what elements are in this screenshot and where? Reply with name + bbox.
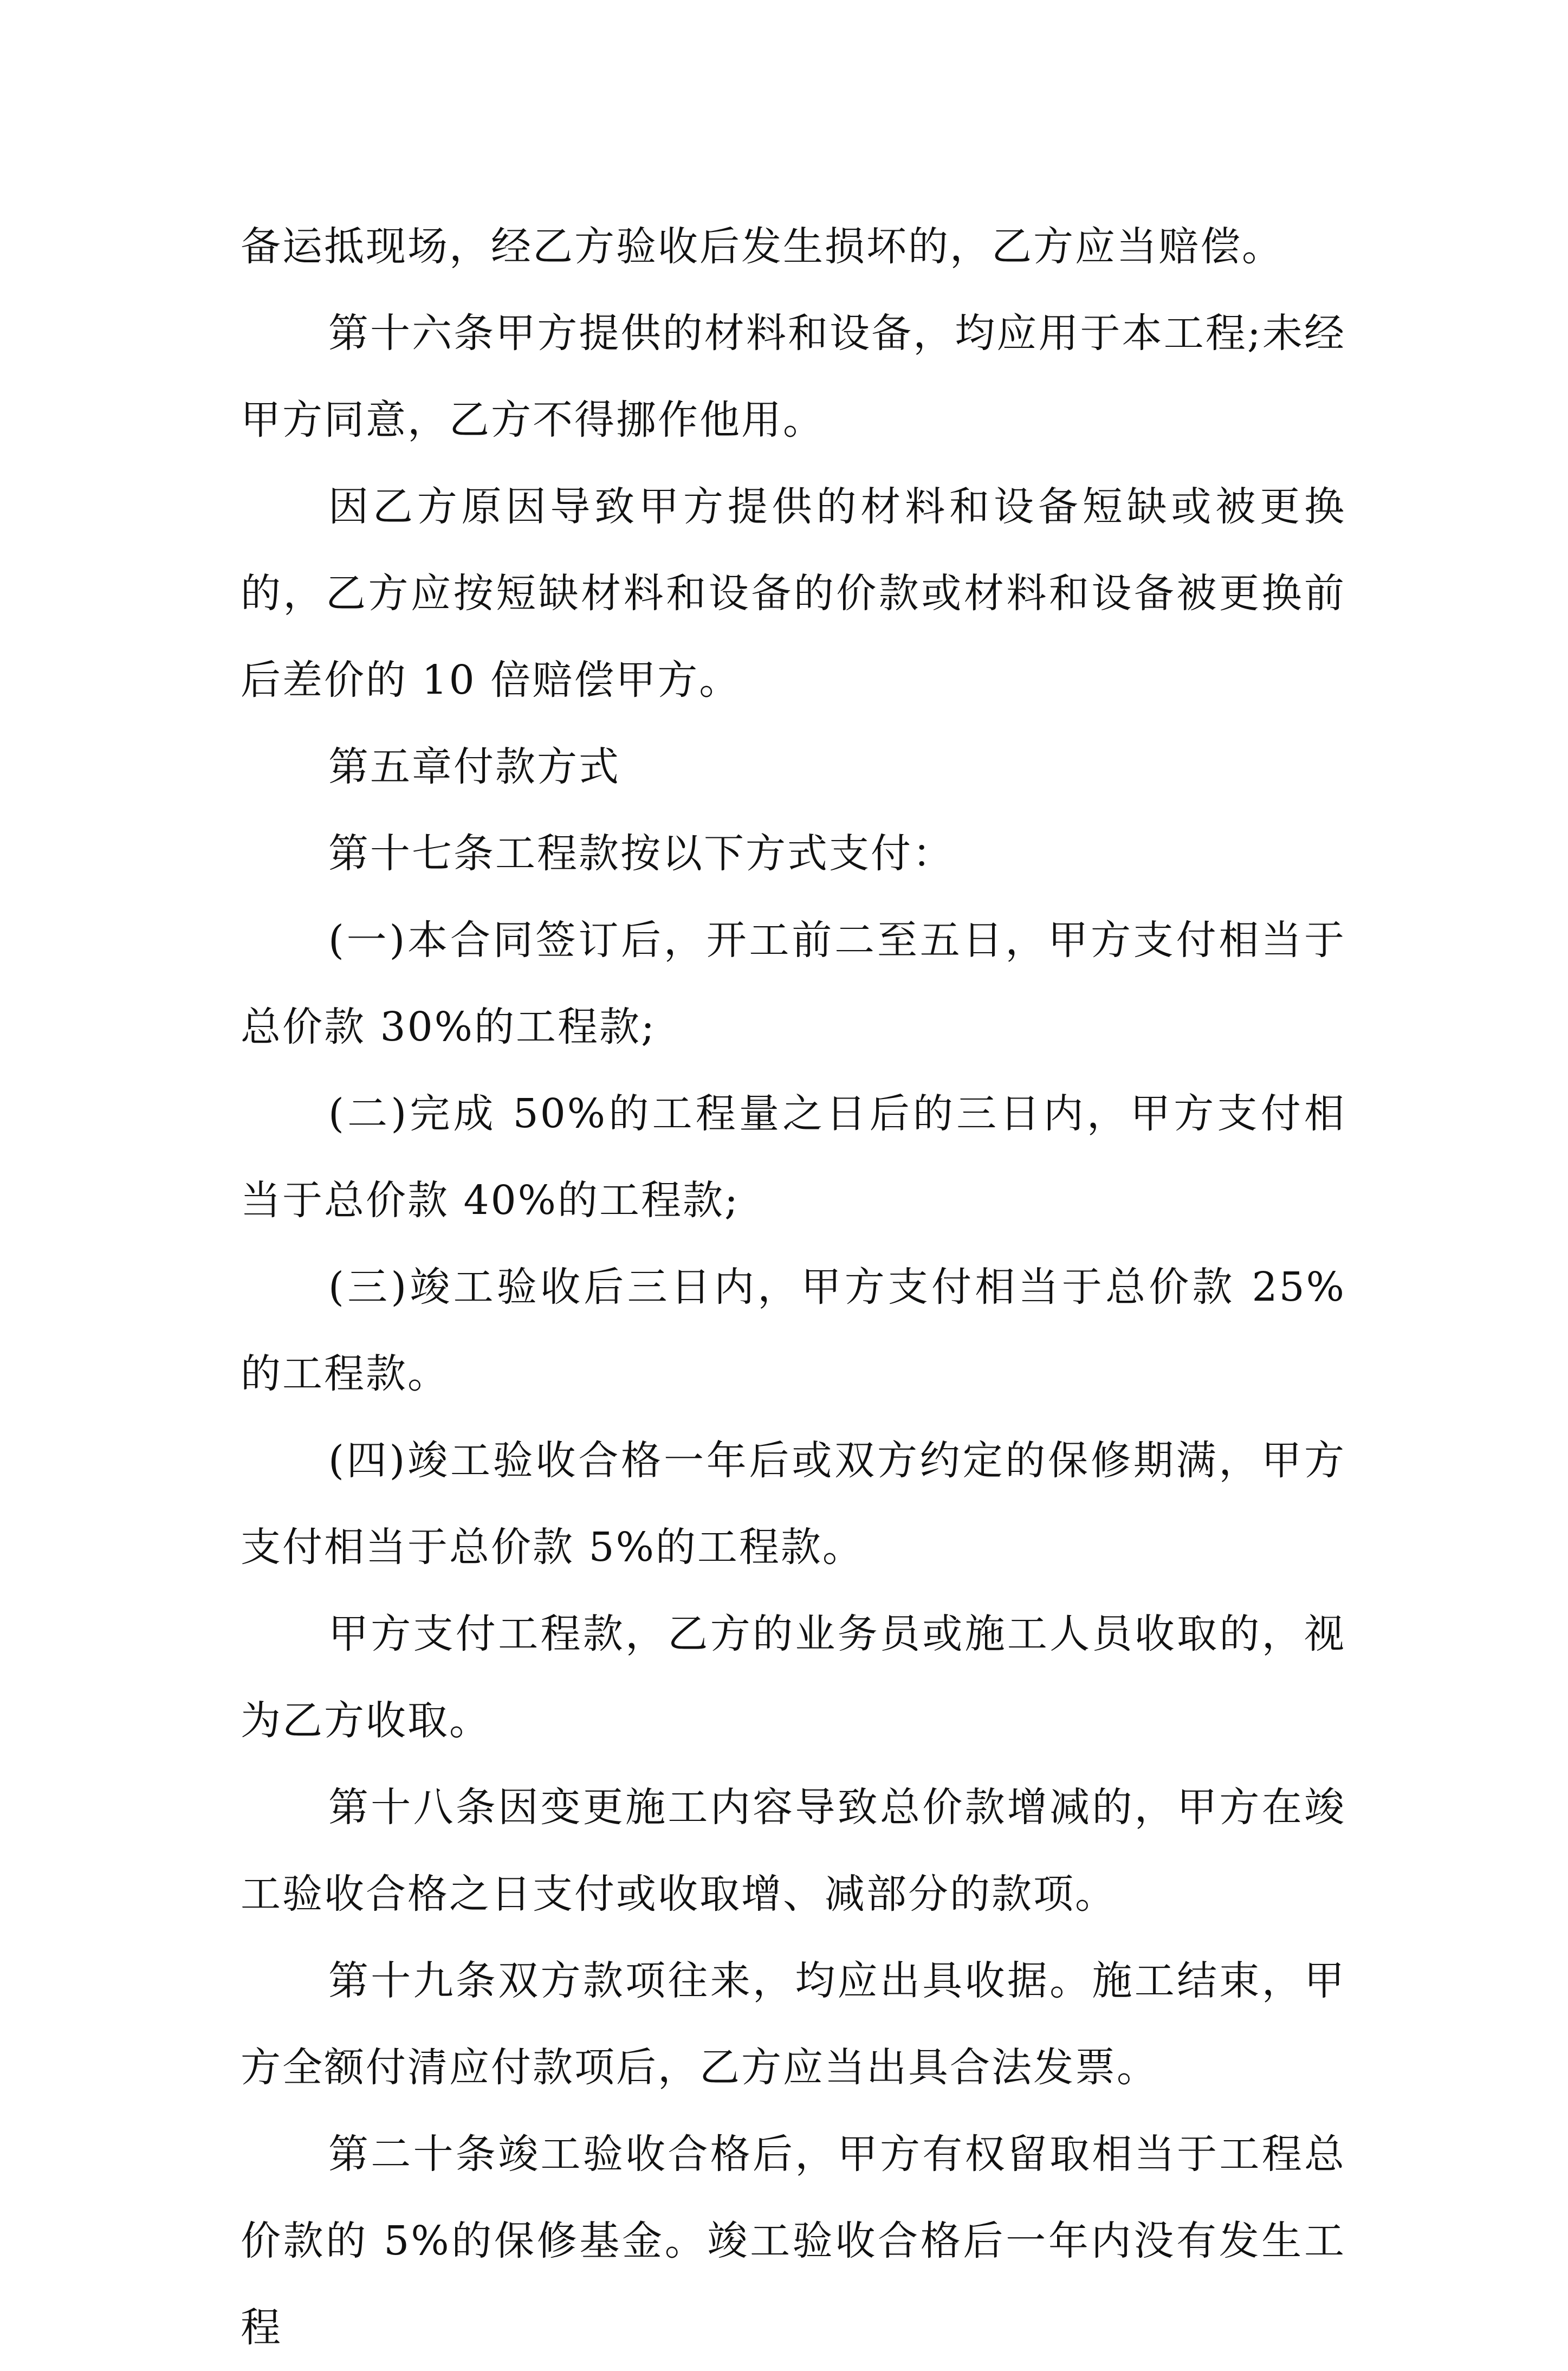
paragraph-article-16: 第十六条甲方提供的材料和设备，均应用于本工程;未经甲方同意，乙方不得挪作他用。 [241, 310, 1346, 443]
paragraph-article-19: 第十九条双方款项往来，均应出具收据。施工结束，甲方全额付清应付款项后，乙方应当出具合法发票。 [241, 1957, 1346, 2091]
paragraph-article-17: 第十七条工程款按以下方式支付： [328, 830, 954, 877]
paragraph-article-18: 第十八条因变更施工内容导致总价款增减的，甲方在竣工验收合格之日支付或收取增、减部分的款项。 [241, 1784, 1346, 1917]
paragraph-shortage-compensation: 因乙方原因导致甲方提供的材料和设备短缺或被更换的，乙方应按短缺材料和设备的价款或材料和设备被更换前后差价的 10 倍赔偿甲方。 [241, 483, 1346, 703]
paragraph-payment-collection: 甲方支付工程款，乙方的业务员或施工人员收取的，视为乙方收取。 [241, 1611, 1346, 1744]
chapter-heading-payment: 第五章付款方式 [328, 744, 620, 790]
paragraph-continuation: 备运抵现场，经乙方验收后发生损坏的，乙方应当赔偿。 [241, 223, 1284, 270]
paragraph-article-20: 第二十条竣工验收合格后，甲方有权留取相当于工程总价款的 5%的保修基金。竣工验收合格后一年内没有发生工程 [241, 2131, 1346, 2351]
list-item-payment-1: (一)本合同签订后，开工前二至五日，甲方支付相当于总价款 30%的工程款; [241, 917, 1346, 1050]
list-item-payment-3: (三)竣工验收后三日内，甲方支付相当于总价款 25%的工程款。 [241, 1264, 1346, 1397]
document-body [241, 203, 1346, 2371]
list-item-payment-4: (四)竣工验收合格一年后或双方约定的保修期满，甲方支付相当于总价款 5%的工程款。 [241, 1437, 1346, 1571]
list-item-payment-2: (二)完成 50%的工程量之日后的三日内，甲方支付相当于总价款 40%的工程款; [241, 1090, 1346, 1224]
